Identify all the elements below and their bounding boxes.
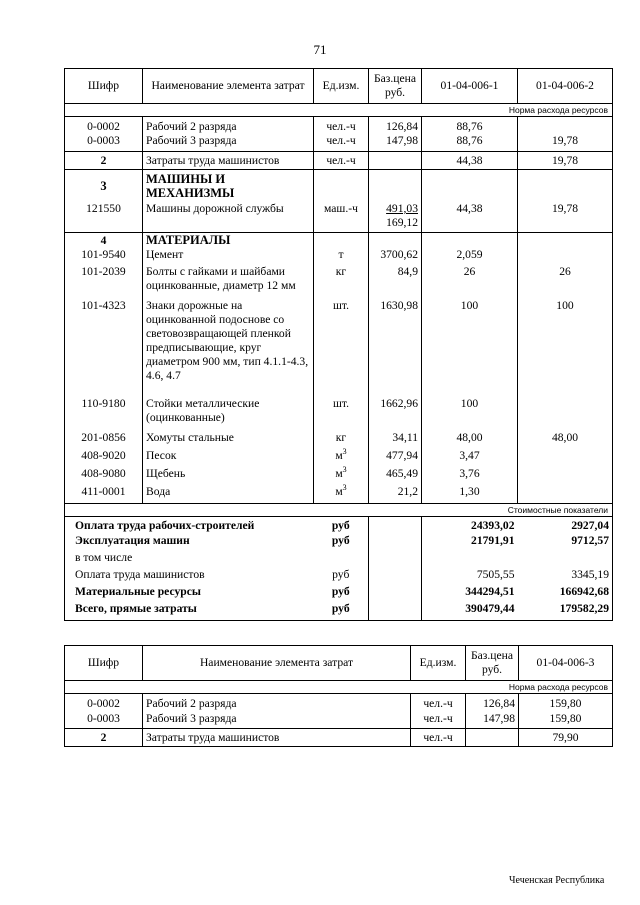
row-unit: чел.-ч xyxy=(314,134,369,151)
row-code: 408-9020 xyxy=(65,449,143,467)
row-code: 0-0002 xyxy=(65,694,143,712)
summary-value-2: 166942,68 xyxy=(518,585,613,602)
header-col-1: 01-04-006-1 xyxy=(422,69,518,104)
header-code: Шифр xyxy=(65,69,143,104)
table-row xyxy=(65,397,613,431)
row-value-2: 100 xyxy=(518,299,613,397)
row-unit: чел.-ч xyxy=(411,694,466,712)
header-col-3: 01-04-006-3 xyxy=(519,646,613,681)
header-code: Шифр xyxy=(65,646,143,681)
row-value-1: 79,90 xyxy=(519,729,613,747)
norm-label: Норма расхода ресурсов xyxy=(65,681,613,694)
row-unit: кг xyxy=(314,431,369,449)
summary-value-2 xyxy=(518,551,613,568)
summary-unit: руб xyxy=(332,568,350,581)
row-unit: шт. xyxy=(314,299,369,397)
header-name: Наименование элемента затрат xyxy=(143,646,411,681)
row-code: 411-0001 xyxy=(65,485,143,503)
summary-value-1: 390479,44 xyxy=(422,602,518,620)
summary-value-2: 3345,19 xyxy=(518,568,613,585)
row-value-1: 44,38 xyxy=(422,151,518,169)
row-value-2: 19,78 xyxy=(518,202,613,232)
header-unit: Ед.изм. xyxy=(314,69,369,104)
row-name: Рабочий 2 разряда xyxy=(143,694,411,712)
row-unit: т xyxy=(314,248,369,265)
table-row xyxy=(65,449,613,467)
row-code: 0-0003 xyxy=(65,712,143,729)
row-value-1: 159,80 xyxy=(519,694,613,712)
unit-superscript: 3 xyxy=(342,447,347,457)
row-code: 408-9080 xyxy=(65,467,143,485)
row-code: 0-0002 xyxy=(65,117,143,135)
row-value-1: 159,80 xyxy=(519,712,613,729)
summary-name: Эксплуатация машин xyxy=(65,534,314,551)
unit-text: м xyxy=(335,449,343,462)
row-value-1: 3,47 xyxy=(422,449,518,467)
row-value-2: 19,78 xyxy=(518,151,613,169)
table-row xyxy=(65,265,613,299)
row-code: 121550 xyxy=(65,202,143,232)
row-value-1: 2,059 xyxy=(422,248,518,265)
header-unit: Ед.изм. xyxy=(411,646,466,681)
summary-unit: руб xyxy=(314,516,369,534)
row-price: 147,98 xyxy=(466,712,519,729)
summary-row xyxy=(65,551,613,568)
cost-label-row xyxy=(65,503,613,516)
row-code: 0-0003 xyxy=(65,134,143,151)
row-value-2 xyxy=(518,397,613,431)
summary-unit: руб xyxy=(331,585,350,598)
row-value-2: 19,78 xyxy=(518,134,613,151)
row-price xyxy=(466,729,519,747)
row-code: 201-0856 xyxy=(65,431,143,449)
row-value-1: 3,76 xyxy=(422,467,518,485)
summary-unit xyxy=(314,551,369,568)
row-name: Рабочий 3 разряда xyxy=(143,134,314,151)
row-code: 101-4323 xyxy=(65,299,143,397)
row-value-2: 48,00 xyxy=(518,431,613,449)
unit-text: м xyxy=(335,485,343,498)
resource-norms-table xyxy=(64,68,613,621)
row-unit: кг xyxy=(314,265,369,299)
row-unit: шт. xyxy=(314,397,369,431)
summary-value-1: 24393,02 xyxy=(422,516,518,534)
row-name: Цемент xyxy=(143,248,314,265)
row-value-1: 100 xyxy=(422,397,518,431)
unit-text: м xyxy=(335,467,343,480)
row-value-2 xyxy=(518,117,613,135)
section-code: 4 xyxy=(65,232,143,248)
summary-unit: руб xyxy=(314,602,369,620)
row-price: 21,2 xyxy=(369,485,422,503)
row-value-1: 44,38 xyxy=(422,202,518,232)
cost-label: Стоимостные показатели xyxy=(65,503,613,516)
row-code: 2 xyxy=(65,729,143,747)
table-row xyxy=(65,202,613,232)
row-unit: чел.-ч xyxy=(411,712,466,729)
section-title: МАШИНЫ И МЕХАНИЗМЫ xyxy=(143,169,314,202)
table-row xyxy=(65,134,613,151)
norm-label-row xyxy=(65,104,613,117)
summary-value-1: 21791,91 xyxy=(471,534,515,547)
row-price xyxy=(369,202,422,232)
header-name: Наименование элемента затрат xyxy=(143,69,314,104)
row-value-1: 48,00 xyxy=(422,431,518,449)
row-value-2 xyxy=(518,485,613,503)
row-name: Болты с гайками и шайбами оцинкованные, диаметр 12 мм xyxy=(143,265,314,299)
row-name: Рабочий 2 разряда xyxy=(143,117,314,135)
row-price: 126,84 xyxy=(369,117,422,135)
summary-unit: руб xyxy=(331,534,350,547)
summary-name: Всего, прямые затраты xyxy=(65,602,314,620)
row-unit xyxy=(314,449,369,467)
row-code: 101-2039 xyxy=(65,265,143,299)
row-unit: маш.-ч xyxy=(314,202,369,232)
summary-name: Материальные ресурсы xyxy=(65,585,314,602)
header-col-2: 01-04-006-2 xyxy=(518,69,613,104)
section-code: 3 xyxy=(65,169,143,202)
unit-superscript: 3 xyxy=(342,483,347,493)
row-value-1: 100 xyxy=(422,299,518,397)
summary-value-2: 9712,57 xyxy=(518,534,613,551)
summary-row xyxy=(65,534,613,551)
row-price: 477,94 xyxy=(369,449,422,467)
row-value-1: 88,76 xyxy=(422,134,518,151)
header-price: Баз.цена руб. xyxy=(369,69,422,104)
table-row xyxy=(65,467,613,485)
row-name: Хомуты стальные xyxy=(143,431,314,449)
summary-name: Оплата труда рабочих-строителей xyxy=(65,516,314,534)
row-name: Машины дорожной службы xyxy=(143,202,314,232)
summary-row xyxy=(65,516,613,534)
row-unit xyxy=(314,485,369,503)
summary-row xyxy=(65,585,613,602)
footer-region: Чеченская Республика xyxy=(509,875,605,886)
table-row xyxy=(65,431,613,449)
row-price: 147,98 xyxy=(369,134,422,151)
row-price: 465,49 xyxy=(369,467,422,485)
row-unit: чел.-ч xyxy=(314,117,369,135)
summary-value-2: 179582,29 xyxy=(518,602,613,620)
row-unit xyxy=(314,467,369,485)
table-header-row xyxy=(65,69,613,104)
row-value-1: 88,76 xyxy=(422,117,518,135)
row-name: Стойки металлические (оцинкованные) xyxy=(143,397,314,431)
row-value-2: 26 xyxy=(518,265,613,299)
section-title: МАТЕРИАЛЫ xyxy=(143,232,314,248)
row-price: 34,11 xyxy=(369,431,422,449)
row-price: 1630,98 xyxy=(369,299,422,397)
row-name: Рабочий 3 разряда xyxy=(143,712,411,729)
table-row xyxy=(65,151,613,169)
table-row xyxy=(65,485,613,503)
norm-label-row xyxy=(65,681,613,694)
row-name: Затраты труда машинистов xyxy=(143,729,411,747)
table-row xyxy=(65,694,613,712)
price-value-secondary: 169,12 xyxy=(386,216,418,229)
summary-row xyxy=(65,568,613,585)
summary-name: в том числе xyxy=(65,551,314,568)
row-unit: чел.-ч xyxy=(411,729,466,747)
row-name: Песок xyxy=(143,449,314,467)
row-value-1: 1,30 xyxy=(422,485,518,503)
section-row xyxy=(65,232,613,248)
section-row xyxy=(65,169,613,202)
table-header-row xyxy=(65,646,613,681)
table-row xyxy=(65,712,613,729)
unit-superscript: 3 xyxy=(342,465,347,475)
summary-value-1: 344294,51 xyxy=(465,585,515,598)
page-number: 71 xyxy=(313,42,327,57)
row-code: 101-9540 xyxy=(65,248,143,265)
summary-value-2: 2927,04 xyxy=(518,516,613,534)
row-value-2 xyxy=(518,467,613,485)
row-value-2 xyxy=(518,449,613,467)
summary-value-1 xyxy=(422,551,518,568)
row-price: 1662,96 xyxy=(369,397,422,431)
summary-row xyxy=(65,602,613,620)
row-value-1: 26 xyxy=(422,265,518,299)
resource-norms-table-2 xyxy=(64,645,613,747)
header-price: Баз.цена руб. xyxy=(466,646,519,681)
row-name: Затраты труда машинистов xyxy=(143,151,314,169)
price-value: 491,03 xyxy=(386,202,418,215)
table-row xyxy=(65,117,613,135)
row-unit: чел.-ч xyxy=(314,151,369,169)
row-price: 126,84 xyxy=(466,694,519,712)
norm-label: Норма расхода ресурсов xyxy=(65,104,613,117)
table-row xyxy=(65,248,613,265)
row-name: Вода xyxy=(143,485,314,503)
row-value-2 xyxy=(518,248,613,265)
row-price: 84,9 xyxy=(369,265,422,299)
row-price xyxy=(369,151,422,169)
row-name: Знаки дорожные на оцинкованной подоснове со световозвращающей пленкой предписывающие, круг диаметром 900 мм, тип 4.1.1-4.3, 4.6, 4.7 xyxy=(143,299,314,397)
table-row xyxy=(65,729,613,747)
row-price: 3700,62 xyxy=(369,248,422,265)
table-row xyxy=(65,299,613,397)
row-name: Щебень xyxy=(143,467,314,485)
summary-value-1: 7505,55 xyxy=(476,568,515,581)
row-code: 2 xyxy=(65,151,143,169)
row-code: 110-9180 xyxy=(65,397,143,431)
summary-name: Оплата труда машинистов xyxy=(65,568,314,585)
